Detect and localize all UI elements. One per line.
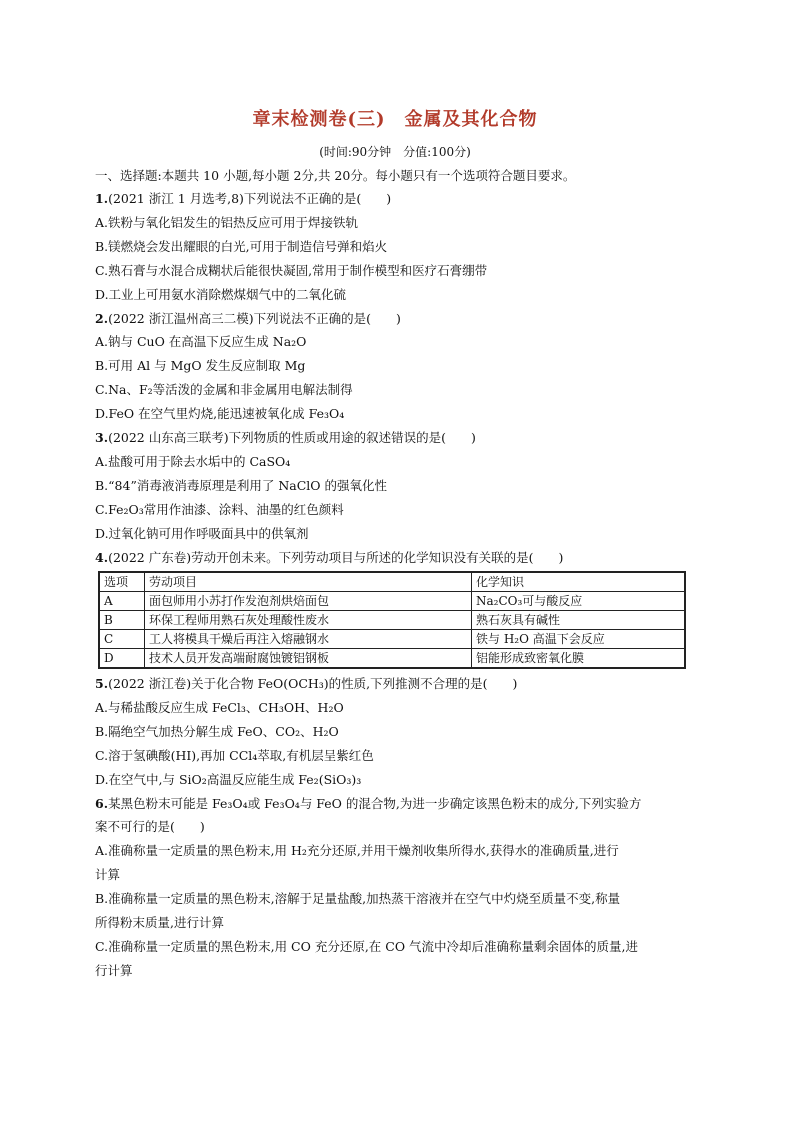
- table-cell: A: [99, 592, 145, 611]
- table-cell: 工人将模具干燥后再注入熔融钢水: [145, 630, 472, 649]
- q3-option-a: A.盐酸可用于除去水垢中的 CaSO₄: [95, 453, 291, 469]
- labor-chemistry-table: [98, 571, 686, 669]
- exam-page: [95, 105, 695, 983]
- question-3: [95, 426, 695, 450]
- table-header-row: [99, 572, 685, 592]
- q6-option-a-continued: 计算: [95, 867, 121, 882]
- section-heading: 一、选择题:本题共 10 小题,每小题 2分,共 20分。每小题只有一个选项符合题目要求。: [95, 168, 576, 183]
- table-cell: 铝能形成致密氧化膜: [472, 649, 686, 669]
- question-number: 2.: [95, 310, 109, 326]
- q5-option-d: D.在空气中,与 SiO₂高温反应能生成 Fe₂(SiO₃)₃: [95, 771, 362, 787]
- question-number: 1.: [95, 191, 109, 206]
- table-cell: 铁与 H₂O 高温下会反应: [472, 630, 686, 649]
- table-cell: 环保工程师用熟石灰处理酸性废水: [145, 611, 472, 630]
- q6-option-a: A.准确称量一定质量的黑色粉末,用 H₂充分还原,并用干燥剂收集所得水,获得水的准确质量,进行: [95, 843, 619, 858]
- page-title: 章末检测卷(三) 金属及其化合物: [252, 109, 538, 130]
- table-row: [99, 592, 685, 611]
- q2-option-b: B.可用 Al 与 MgO 发生反应制取 Mg: [95, 358, 306, 373]
- question-1: [95, 187, 695, 211]
- question-number: 4.: [95, 549, 109, 565]
- q3-option-d: D.过氧化钠可用作呼吸面具中的供氧剂: [95, 525, 309, 541]
- q2-option-d: D.FeO 在空气里灼烧,能迅速被氧化成 Fe₃O₄: [95, 406, 345, 421]
- question-number: 6.: [95, 795, 109, 811]
- question-6: [95, 792, 695, 816]
- table-cell: 面包师用小苏打作发泡剂烘焙面包: [145, 592, 472, 611]
- table-cell: C: [99, 630, 145, 649]
- q1-option-b: B.镁燃烧会发出耀眼的白光,可用于制造信号弹和焰火: [95, 238, 388, 254]
- q2-option-a: A.钠与 CuO 在高温下反应生成 Na₂O: [95, 334, 307, 349]
- q2-option-c: C.Na、F₂等活泼的金属和非金属用电解法制得: [95, 382, 353, 397]
- q6-option-c: C.准确称量一定质量的黑色粉末,用 CO 充分还原,在 CO 气流中冷却后准确称量剩余固体的质量,进: [95, 939, 639, 954]
- table-cell: 熟石灰具有碱性: [472, 611, 686, 630]
- question-stem: (2022 广东卷)劳动开创未来。下列劳动项目与所述的化学知识没有关联的是( ): [108, 549, 564, 565]
- q6-option-c-continued: 行计算: [95, 963, 133, 978]
- table-header: 化学知识: [472, 572, 686, 592]
- table-row: [99, 630, 685, 649]
- q3-option-b: B.“84”消毒液消毒原理是利用了 NaClO 的强氧化性: [95, 477, 387, 493]
- table-row: [99, 649, 685, 669]
- q6-option-b: B.准确称量一定质量的黑色粉末,溶解于足量盐酸,加热蒸干溶液并在空气中灼烧至质量不变,称量: [95, 891, 621, 906]
- q1-option-c: C.熟石膏与水混合成糊状后能很快凝固,常用于制作模型和医疗石膏绷带: [95, 262, 488, 278]
- question-5: [95, 672, 695, 696]
- question-stem: (2021 浙江 1 月选考,8)下列说法不正确的是( ): [108, 191, 392, 206]
- question-4: [95, 546, 695, 570]
- table-cell: D: [99, 649, 145, 669]
- q5-option-c: C.溶于氢碘酸(HI),再加 CCl₄萃取,有机层呈紫红色: [95, 747, 374, 763]
- table-header: 劳动项目: [145, 572, 472, 592]
- question-number: 5.: [95, 676, 109, 691]
- q1-option-d: D.工业上可用氨水消除燃煤烟气中的二氧化硫: [95, 286, 347, 302]
- q3-option-c: C.Fe₂O₃常用作油漆、涂料、油墨的红色颜料: [95, 501, 344, 517]
- question-2: [95, 307, 695, 331]
- question-number: 3.: [95, 430, 109, 445]
- question-stem: 某黑色粉末可能是 Fe₃O₄或 Fe₃O₄与 FeO 的混合物,为进一步确定该黑色粉末的成分,下列实验方: [108, 795, 642, 811]
- table-header: 选项: [99, 572, 145, 592]
- q1-option-a: A.铁粉与氧化铝发生的铝热反应可用于焊接铁轨: [95, 214, 359, 230]
- q5-option-b: B.隔绝空气加热分解生成 FeO、CO₂、H₂O: [95, 723, 339, 739]
- exam-meta: (时间:90分钟 分值:100分): [319, 145, 471, 159]
- question-stem: (2022 浙江卷)关于化合物 FeO(OCH₃)的性质,下列推测不合理的是( ): [108, 676, 518, 691]
- table-row: [99, 611, 685, 630]
- q5-option-a: A.与稀盐酸反应生成 FeCl₃、CH₃OH、H₂O: [95, 699, 344, 715]
- question-stem: (2022 浙江温州高三二模)下列说法不正确的是( ): [108, 310, 401, 326]
- table-cell: B: [99, 611, 145, 630]
- table-cell: 技术人员开发高端耐腐蚀镀铝钢板: [145, 649, 472, 669]
- q6-option-b-continued: 所得粉末质量,进行计算: [95, 915, 224, 930]
- question-stem: (2022 山东高三联考)下列物质的性质或用途的叙述错误的是( ): [108, 430, 476, 445]
- question-stem-continued: 案不可行的是( ): [95, 819, 205, 834]
- table-cell: Na₂CO₃可与酸反应: [472, 592, 686, 611]
